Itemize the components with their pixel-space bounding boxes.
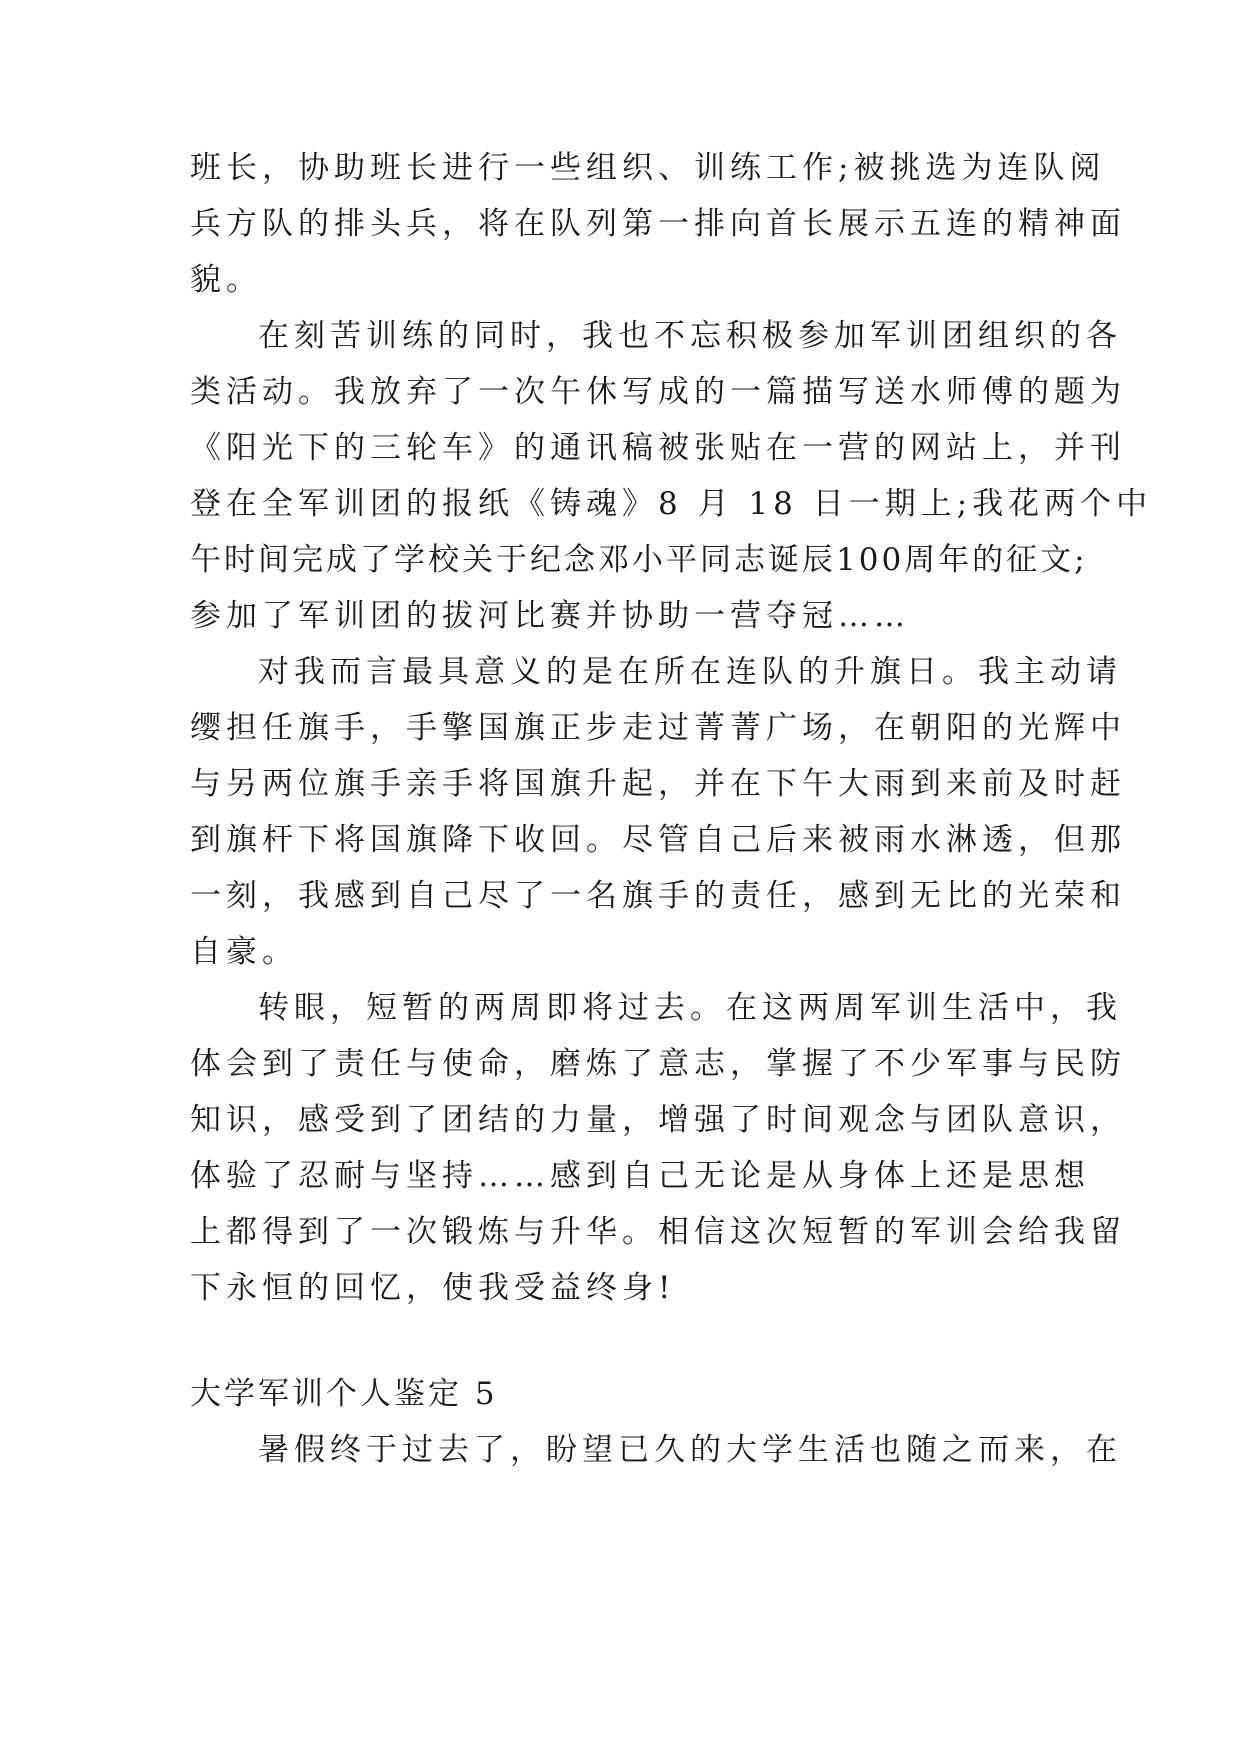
text-line: 登在全军训团的报纸《铸魂》8 月 18 日一期上;我花两个中	[190, 486, 1153, 522]
paragraph-5	[190, 1422, 1122, 1478]
text-line: 到旗杆下将国旗降下收回。尽管自己后来被雨水淋透，但那	[190, 822, 1126, 858]
text-line: 自豪。	[190, 934, 298, 970]
text-line: 下永恒的回忆，使我受益终身!	[190, 1270, 676, 1306]
text-line: 类活动。我放弃了一次午休写成的一篇描写送水师傅的题为	[190, 374, 1126, 410]
text-line: 午时间完成了学校关于纪念邓小平同志诞辰100周年的征文;	[190, 542, 1088, 578]
text-line: 暑假终于过去了，盼望已久的大学生活也随之而来，在	[258, 1432, 1122, 1468]
text-line: 对我而言最具意义的是在所在连队的升旗日。我主动请	[258, 654, 1122, 690]
text-line: 在刻苦训练的同时，我也不忘积极参加军训团组织的各	[258, 318, 1122, 354]
text-line: 上都得到了一次锻炼与升华。相信这次短暂的军训会给我留	[190, 1214, 1126, 1250]
text-line: 转眼，短暂的两周即将过去。在这两周军训生活中，我	[258, 990, 1122, 1026]
document-body	[190, 140, 1153, 1478]
text-line: 与另两位旗手亲手将国旗升起，并在下午大雨到来前及时赶	[190, 766, 1126, 802]
section-spacer	[190, 1316, 1050, 1366]
text-line: 班长，协助班长进行一些组织、训练工作;被挑选为连队阅	[190, 150, 1106, 186]
text-line: 参加了军训团的拔河比赛并协助一营夺冠……	[190, 598, 910, 634]
text-line: 缨担任旗手，手擎国旗正步走过菁菁广场，在朝阳的光辉中	[190, 710, 1126, 746]
text-line: 体会到了责任与使命，磨炼了意志，掌握了不少军事与民防	[190, 1046, 1126, 1082]
paragraph-1	[190, 140, 1126, 308]
paragraph-2	[190, 308, 1153, 644]
paragraph-3	[190, 644, 1126, 980]
text-line: 一刻，我感到自己尽了一名旗手的责任，感到无比的光荣和	[190, 878, 1126, 914]
text-line: 《阳光下的三轮车》的通讯稿被张贴在一营的网站上，并刊	[190, 430, 1126, 466]
text-line: 貌。	[190, 262, 262, 298]
paragraph-4	[190, 980, 1126, 1316]
text-line: 知识，感受到了团结的力量，增强了时间观念与团队意识，	[190, 1102, 1126, 1138]
section-heading: 大学军训个人鉴定 5	[190, 1376, 498, 1412]
text-line: 兵方队的排头兵，将在队列第一排向首长展示五连的精神面	[190, 206, 1126, 242]
text-line: 体验了忍耐与坚持……感到自己无论是从身体上还是思想	[190, 1158, 1090, 1194]
